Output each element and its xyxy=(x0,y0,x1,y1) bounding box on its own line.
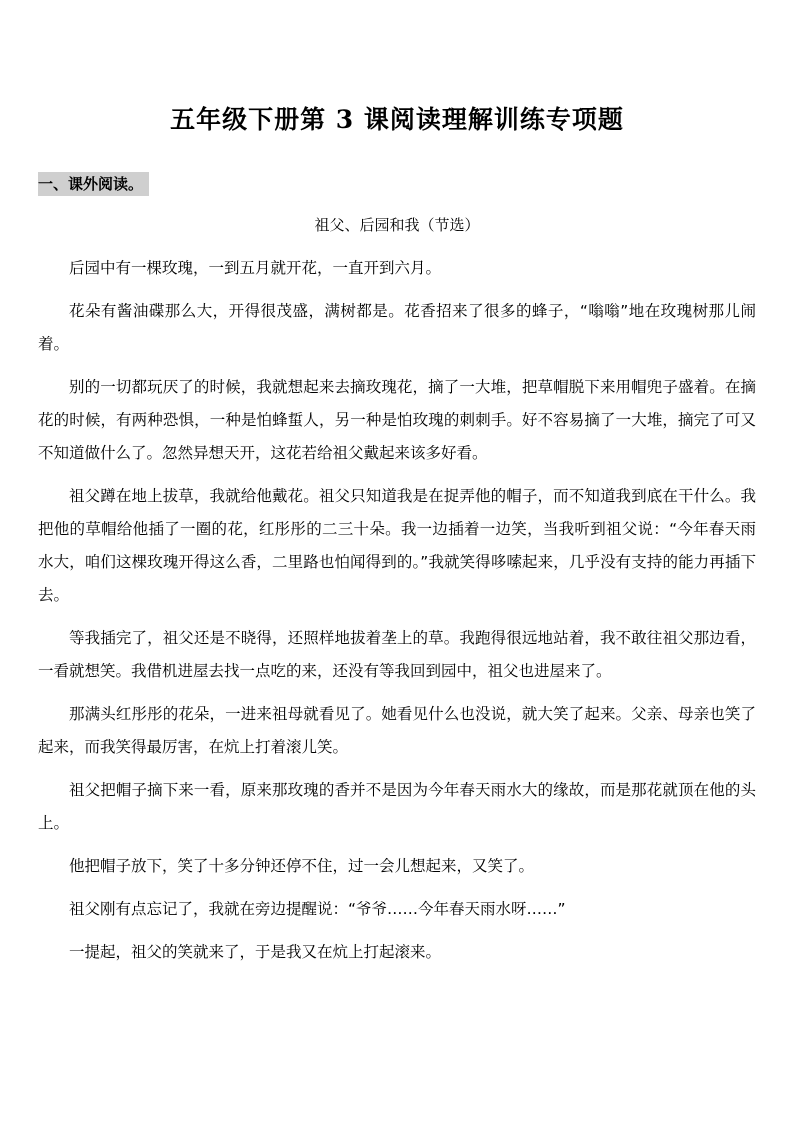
paragraph: 别的一切都玩厌了的时候，我就想起来去摘玫瑰花，摘了一大堆，把草帽脱下来用帽兜子盛着。在摘花的时候，有两种恐惧，一种是怕蜂蜇人，另一种是怕玫瑰的刺刺手。好不容易摘了一大堆，摘完了可又不知道做什么了。忽然异想天开，这花若给祖父戴起来该多好看。 xyxy=(38,378,756,462)
paragraph: 祖父把帽子摘下来一看，原来那玫瑰的香并不是因为今年春天雨水大的缘故，而是那花就顶在他的头上。 xyxy=(38,781,756,832)
paragraph: 祖父刚有点忘记了，我就在旁边提醒说：“爷爷……今年春天雨水呀……” xyxy=(69,900,566,918)
article-body xyxy=(38,252,756,979)
paragraph: 花朵有酱油碟那么大，开得很茂盛，满树都是。花香招来了很多的蜂子，“嗡嗡”地在玫瑰树那儿闹着。 xyxy=(38,302,756,353)
page-title: 五年级下册第 3 课阅读理解训练专项题 xyxy=(170,105,624,134)
paragraph: 等我插完了，祖父还是不晓得，还照样地拔着垄上的草。我跑得很远地站着，我不敢往祖父那边看，一看就想笑。我借机进屋去找一点吃的来，还没有等我回到园中，祖父也进屋来了。 xyxy=(38,629,756,680)
paragraph: 他把帽子放下，笑了十多分钟还停不住，过一会儿想起来，又笑了。 xyxy=(69,857,535,875)
section-heading: 一、课外阅读。 xyxy=(38,172,149,196)
paragraph: 祖父蹲在地上拔草，我就给他戴花。祖父只知道我是在捉弄他的帽子，而不知道我到底在干什么。我把他的草帽给他插了一圈的花，红彤彤的二三十朵。我一边插着一边笑，当我听到祖父说：“今年春天雨水大，咱们这棵玫瑰开得这么香，二里路也怕闻得到的。”我就笑得哆嗦起来，几乎没有支持的能力再插下去。 xyxy=(38,487,756,604)
article-title: 祖父、后园和我（节选） xyxy=(314,216,480,234)
paragraph: 一提起，祖父的笑就来了，于是我又在炕上打起滚来。 xyxy=(69,943,442,961)
paragraph: 那满头红彤彤的花朵，一进来祖母就看见了。她看见什么也没说，就大笑了起来。父亲、母亲也笑了起来，而我笑得最厉害，在炕上打着滚儿笑。 xyxy=(38,705,756,756)
paragraph: 后园中有一棵玫瑰，一到五月就开花，一直开到六月。 xyxy=(69,259,442,277)
